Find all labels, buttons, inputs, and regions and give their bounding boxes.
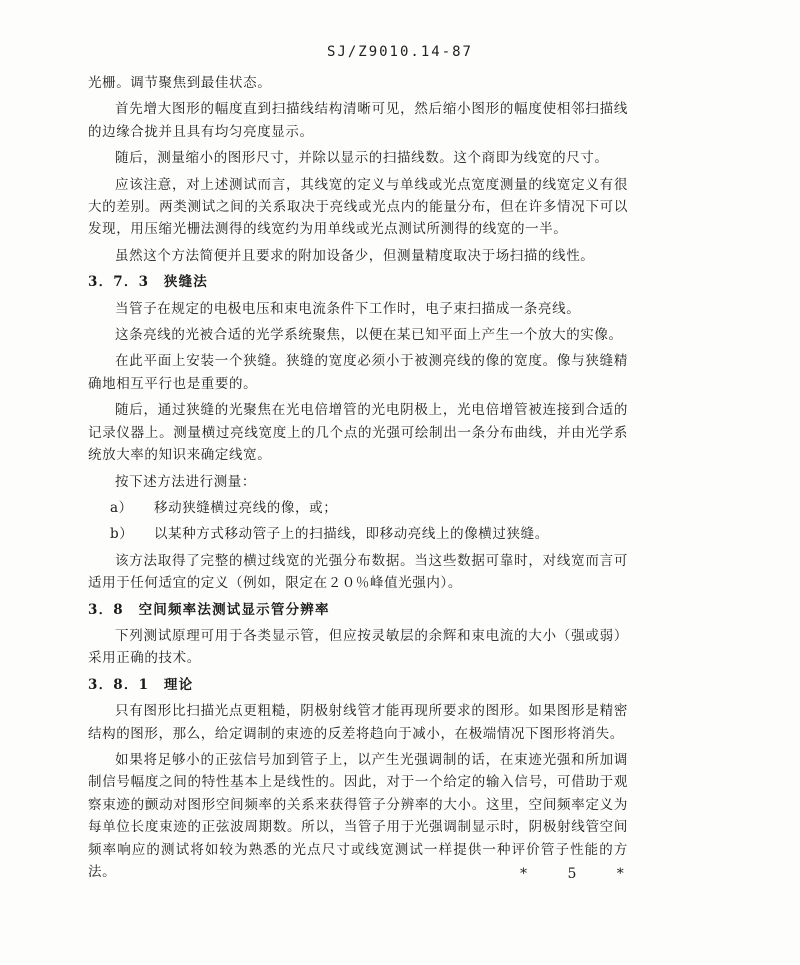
list-item-a-text: 移动狭缝横过亮线的像，或； bbox=[154, 499, 338, 516]
paragraph-12: 下列测试原理可用于各类显示管，但应按灵敏层的余辉和束电流的大小（强或弱）采用正确的技术。 bbox=[88, 627, 628, 667]
paragraph-7: 这条亮线的光被合适的光学系统聚焦，以便在某已知平面上产生一个放大的实像。 bbox=[115, 327, 623, 344]
paragraph-9: 随后，通过狭缝的光聚焦在光电倍增管的光电阴极上，光电倍增管被连接到合适的记录仪器上。测量横过亮线宽度上的几个点的光强可绘制出一条分布曲线，并由光学系统放大率的知识来确定线宽。 bbox=[88, 402, 628, 464]
paragraph-13: 只有图形比扫描光点更粗糙，阴极射线管才能再现所要求的图形。如果图形是精密结构的图形，那么，给定调制的束迹的反差将趋向于减小，在极端情况下图形将消失。 bbox=[88, 703, 628, 742]
list-item-b bbox=[88, 523, 628, 545]
paragraph-5: 虽然这个方法简便并且要求的附加设备少，但测量精度取决于场扫描的线性。 bbox=[115, 247, 595, 264]
list-item-b-label: b） bbox=[110, 526, 134, 543]
list-item-b-text: 以某种方式移动管子上的扫描线，即移动亮线上的像横过狭缝。 bbox=[154, 526, 549, 543]
section-heading-3-7-3: 3．7．3 狭缝法 bbox=[88, 274, 208, 291]
paragraph-8: 在此平面上安装一个狭缝。狭缝的宽度必须小于被测亮线的像的宽度。像与狭缝精确地相互平行也是重要的。 bbox=[88, 353, 628, 392]
section-heading-3-8-1: 3．8．1 理论 bbox=[88, 676, 194, 693]
paragraph-11: 该方法取得了完整的横过线宽的光强分布数据。当这些数据可靠时，对线宽而言可适用于任何适宜的定义（例如，限定在２０％峰值光强内）。 bbox=[88, 552, 628, 592]
paragraph-1: 光栅。调节聚焦到最佳状态。 bbox=[88, 75, 272, 91]
paragraph-4: 应该注意，对上述测试而言，其线宽的定义与单线或光点宽度测量的线宽定义有很大的差别。两类测试之间的关系取决于亮线或光点内的能量分布，但在许多情况下可以发现，用压缩光栅法测得的线宽约为用单线或光点测试所测得的线宽的一半。 bbox=[88, 176, 628, 238]
page-number: * 5 * bbox=[520, 866, 642, 882]
paragraph-10: 按下述方法进行测量： bbox=[115, 473, 256, 490]
document-id-header: SJ/Z9010.14-87 bbox=[326, 44, 473, 60]
list-item-a bbox=[88, 497, 628, 519]
paragraph-2: 首先增大图形的幅度直到扫描线结构清晰可见，然后缩小图形的幅度使相邻扫描线的边缘合拢并且具有均匀亮度显示。 bbox=[88, 101, 628, 140]
section-heading-3-8: 3．8 空间频率法测试显示管分辨率 bbox=[88, 601, 330, 618]
list-item-a-label: a） bbox=[110, 499, 133, 516]
document-body bbox=[88, 72, 628, 887]
paragraph-6: 当管子在规定的电极电压和束电流条件下工作时，电子束扫描成一条亮线。 bbox=[115, 300, 581, 317]
paragraph-14: 如果将足够小的正弦信号加到管子上，以产生光强调制的话，在束迹光强和所加调制信号幅度之间的特性基本上是线性的。因此，对于一个给定的输入信号，可借助于观察束迹的颤动对图形空间频率的关系来获得管子分辨率的大小。这里，空间频率定义为每单位长度束迹的正弦波周期数。所以，当管子用于光强调制显示时，阴极射线管空间频率响应的测试将如较为熟悉的光点尺寸或线宽测试一样提供一种评价管子性能的方法。 bbox=[88, 751, 628, 880]
paragraph-3: 随后，测量缩小的图形尺寸，并除以显示的扫描线数。这个商即为线宽的尺寸。 bbox=[115, 150, 609, 167]
